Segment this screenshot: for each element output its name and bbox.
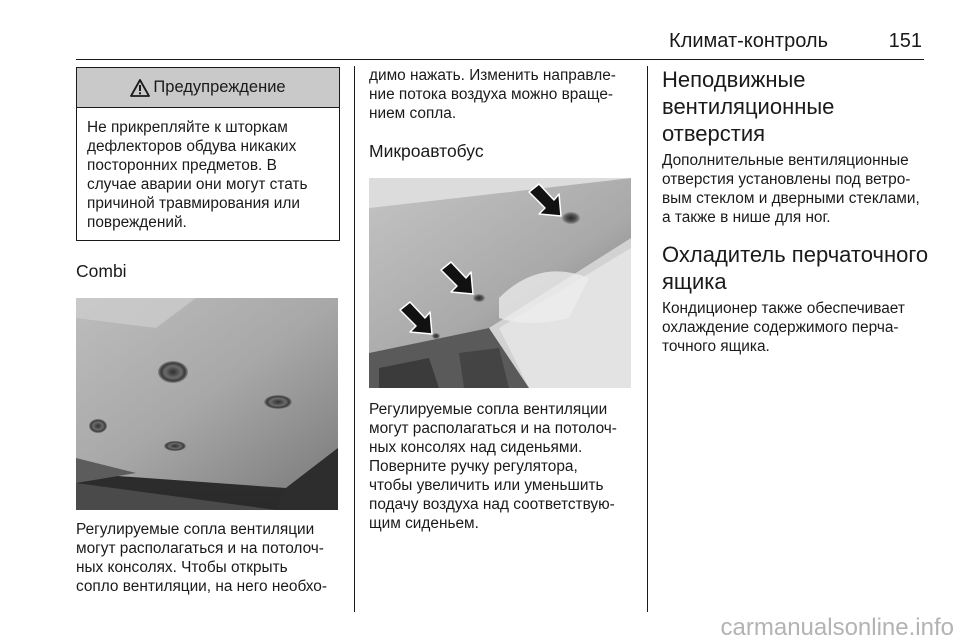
- heading-line: ящика: [662, 269, 727, 294]
- text-line: вым стеклом и дверными стеклами,: [662, 190, 920, 207]
- text-line: Кондиционер также обеспечивает: [662, 300, 905, 317]
- text-line: Регулируемые сопла вентиляции: [369, 401, 608, 418]
- text-line: могут располагаться и на потолоч-: [76, 540, 324, 557]
- warning-line: случае аварии они могут стать: [87, 176, 308, 193]
- column-1: [76, 66, 340, 596]
- fixed-vents-heading: [662, 66, 932, 147]
- minibus-text: [369, 400, 633, 533]
- text-line: могут располагаться и на потолоч-: [369, 420, 617, 437]
- heading-line: Охладитель перчаточного: [662, 242, 929, 267]
- minibus-heading: Микроавтобус: [369, 141, 484, 161]
- text-line: а также в нише для ног.: [662, 209, 831, 226]
- page-header: [76, 24, 924, 60]
- warning-header: [77, 68, 339, 108]
- warning-line: причиной травмирования или: [87, 195, 300, 212]
- text-line: подачу воздуха над соответствую-: [369, 496, 615, 513]
- heading-line: вентиляционные: [662, 94, 835, 119]
- warning-line: дефлекторов обдува никаких: [87, 138, 297, 155]
- warning-line: Не прикрепляйте к шторкам: [87, 119, 288, 136]
- combi-ceiling-photo: [76, 298, 338, 510]
- minibus-ceiling-photo: [369, 178, 631, 388]
- warning-title: Предупреждение: [153, 78, 286, 96]
- column-3: [662, 66, 932, 356]
- heading-line: отверстия: [662, 121, 766, 146]
- text-line: сопло вентиляции, на него необхо-: [76, 578, 327, 595]
- column-2: [369, 66, 633, 533]
- text-line: точного ящика.: [662, 338, 770, 355]
- watermark: carmanualsonline.info: [720, 614, 954, 641]
- chapter-title: Климат-контроль: [669, 30, 828, 52]
- text-line: ных консолях. Чтобы открыть: [76, 559, 288, 576]
- combi-text-continued: [369, 66, 633, 123]
- fixed-vents-text: [662, 151, 932, 227]
- combi-text: [76, 520, 340, 596]
- text-line: Поверните ручку регулятора,: [369, 458, 578, 475]
- column-divider-2: [647, 66, 648, 612]
- combi-heading: Combi: [76, 261, 127, 281]
- text-line: чтобы увеличить или уменьшить: [369, 477, 604, 494]
- column-divider-1: [354, 66, 355, 612]
- header-rule: [76, 59, 924, 60]
- text-line: ние потока воздуха можно враще-: [369, 86, 614, 103]
- text-line: ных консолях над сиденьями.: [369, 439, 583, 456]
- warning-line: повреждений.: [87, 214, 187, 231]
- text-line: нием сопла.: [369, 105, 457, 122]
- glovebox-cooling-text: [662, 299, 932, 356]
- warning-text: [77, 108, 339, 240]
- text-line: охлаждение содержимого перча-: [662, 319, 899, 336]
- text-line: щим сиденьем.: [369, 515, 479, 532]
- text-line: димо нажать. Изменить направле-: [369, 67, 616, 84]
- text-line: отверстия установлены под ветро-: [662, 171, 911, 188]
- warning-line: посторонних предметов. В: [87, 157, 277, 174]
- page-number: 151: [888, 30, 922, 52]
- glovebox-cooling-heading: [662, 241, 932, 295]
- warning-triangle-icon: [130, 79, 150, 97]
- heading-line: Неподвижные: [662, 67, 806, 92]
- warning-box: [76, 67, 340, 241]
- text-line: Регулируемые сопла вентиляции: [76, 521, 315, 538]
- text-line: Дополнительные вентиляционные: [662, 152, 909, 169]
